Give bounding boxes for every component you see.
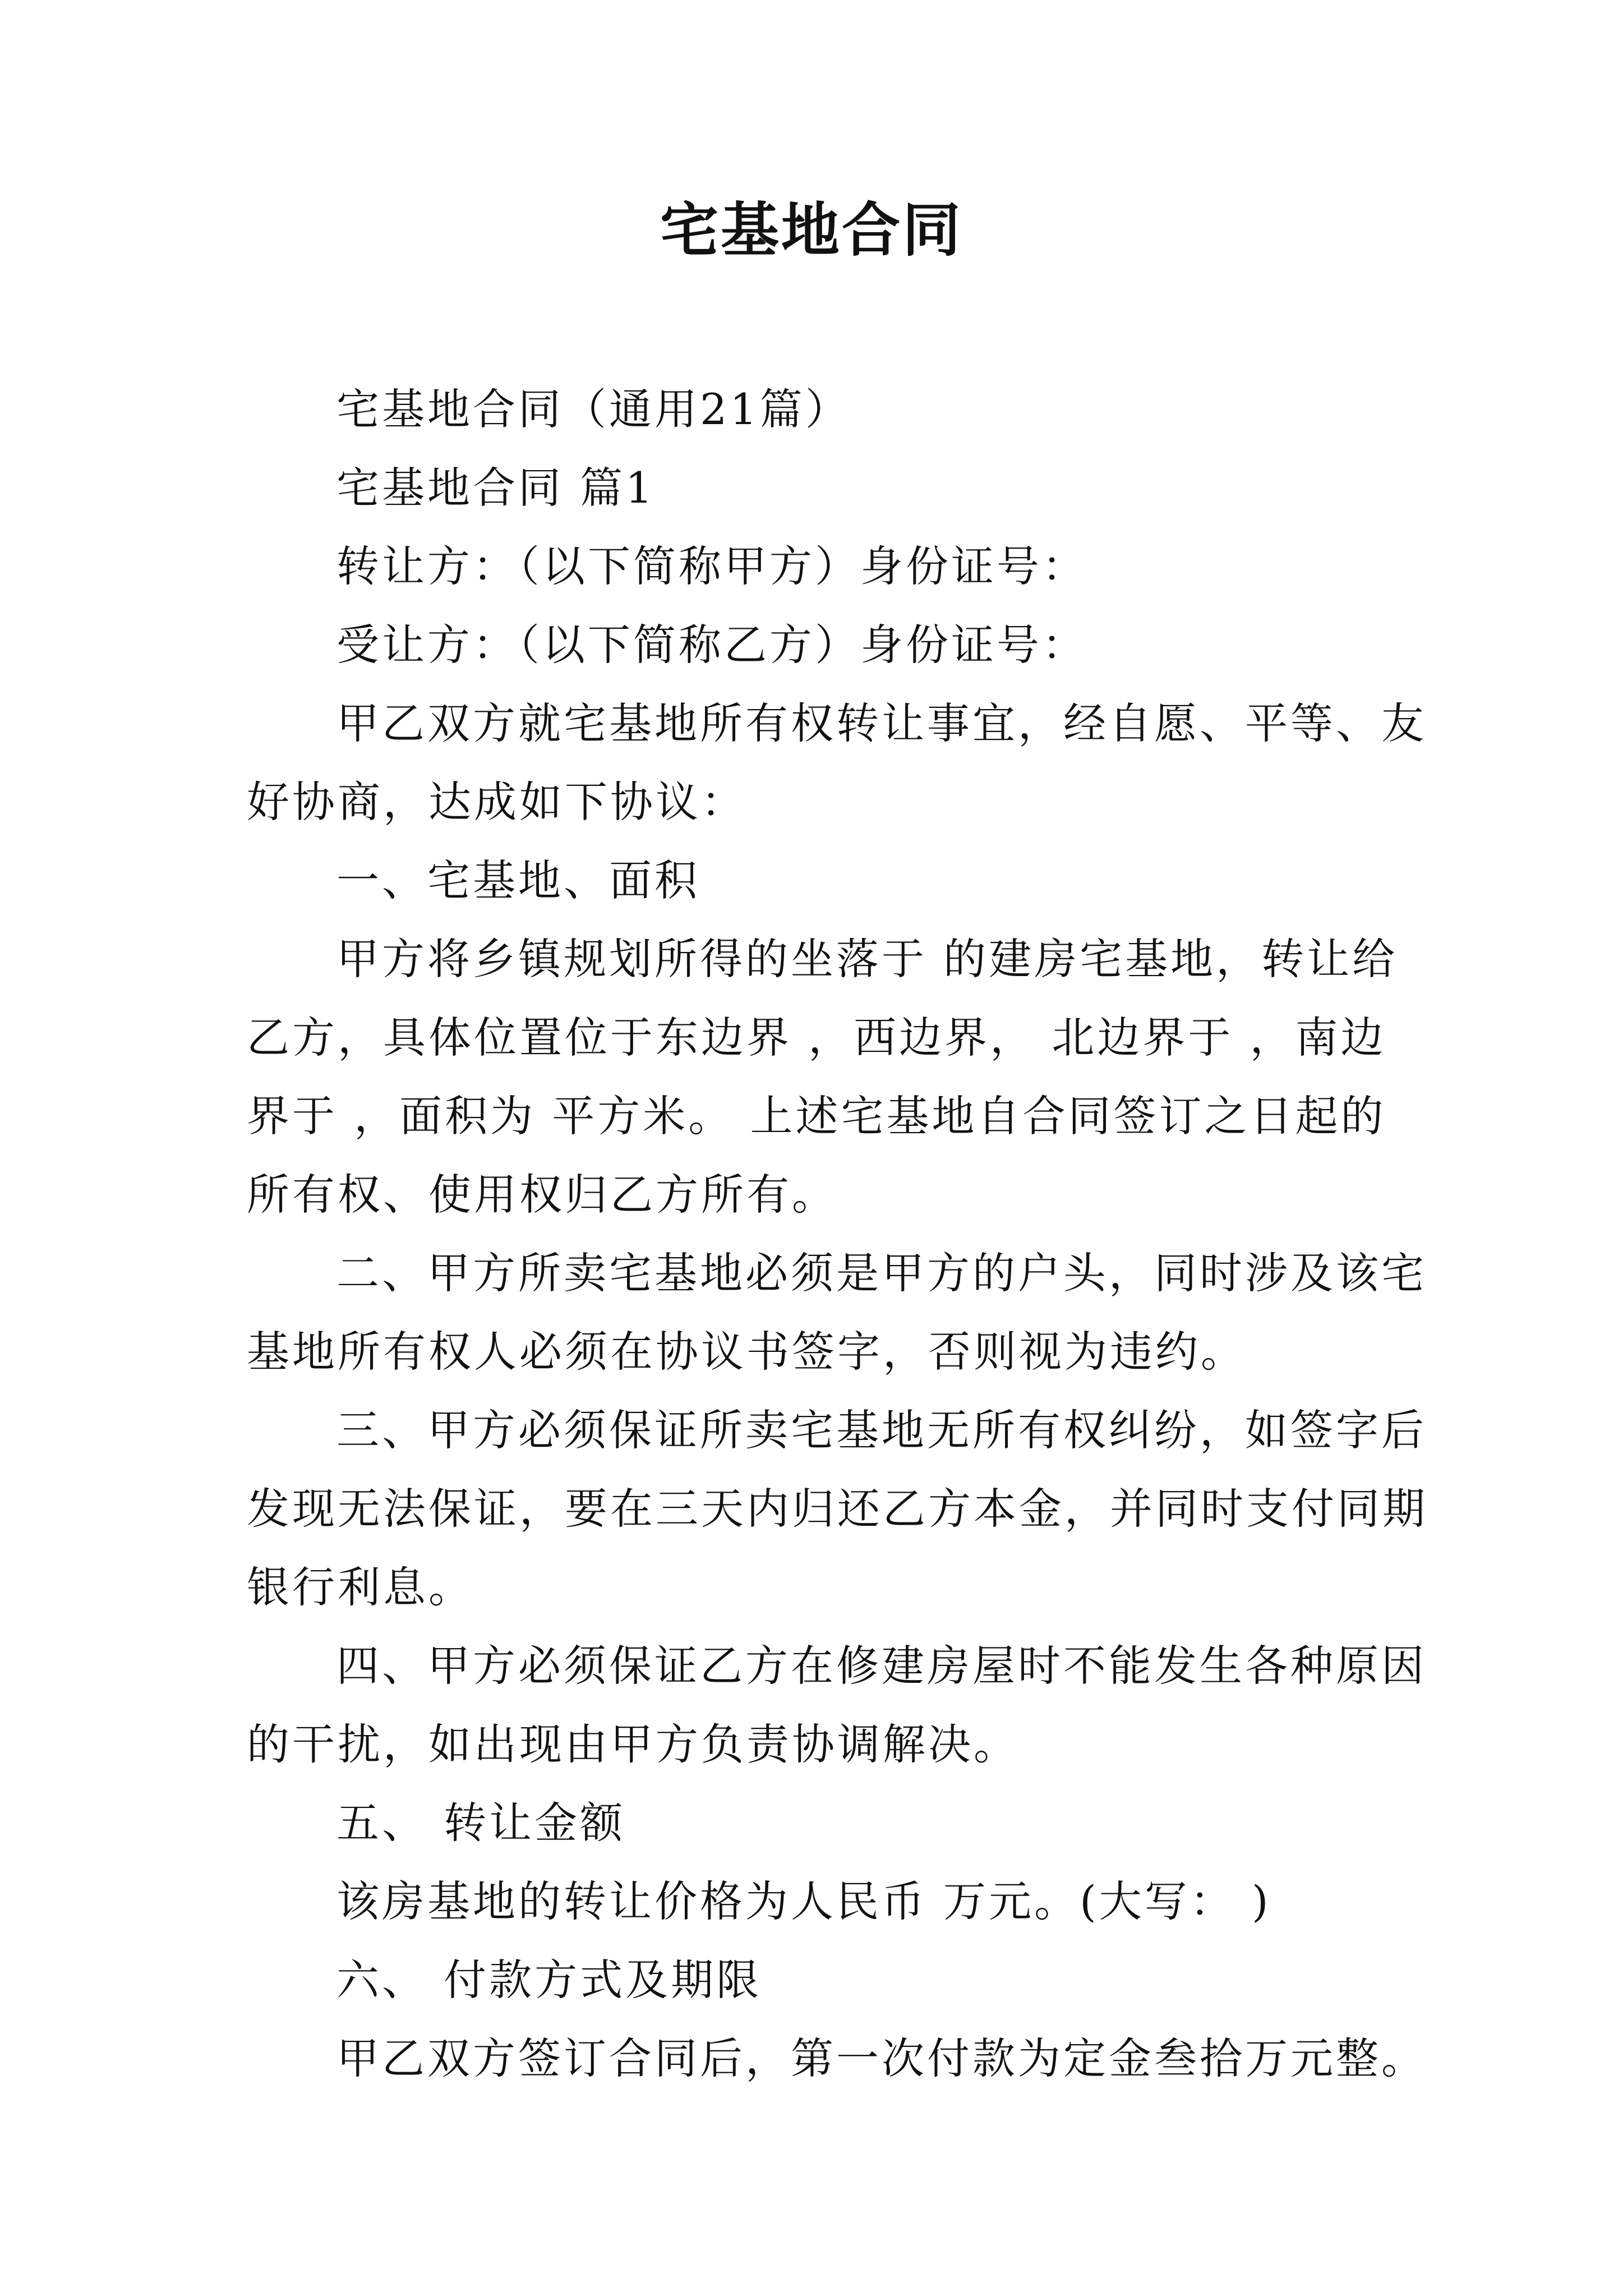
paragraph-line: 宅基地合同 篇1	[336, 463, 656, 513]
paragraph-line: 受让方：（以下简称乙方）身份证号：	[336, 620, 1087, 670]
paragraph-line: 转让方：（以下简称甲方）身份证号：	[336, 541, 1087, 591]
paragraph-line: 该房基地的转让价格为人民币 万元。(大写： )	[336, 1876, 1271, 1926]
paragraph-line: 基地所有权人必须在协议书签字，否则视为违约。	[247, 1327, 1246, 1377]
paragraph-line: 甲乙双方签订合同后，第一次付款为定金叁拾万元整。	[336, 2033, 1427, 2083]
paragraph-line: 六、 付款方式及期限	[336, 1955, 762, 2005]
document-title: 宅基地合同	[660, 195, 963, 264]
paragraph-line: 五、 转让金额	[336, 1798, 626, 1848]
paragraph-line: 甲乙双方就宅基地所有权转让事宜，经自愿、平等、友	[336, 698, 1427, 748]
paragraph-line: 界于 ，面积为 平方米。 上述宅基地自合同签订之日起的	[247, 1091, 1386, 1141]
paragraph-line: 甲方将乡镇规划所得的坐落于 的建房宅基地，转让给	[336, 934, 1398, 984]
paragraph-line: 所有权、使用权归乙方所有。	[247, 1170, 837, 1220]
paragraph-line: 发现无法保证，要在三天内归还乙方本金，并同时支付同期	[247, 1484, 1428, 1534]
document-body	[247, 370, 1428, 2098]
paragraph-line: 银行利息。	[247, 1562, 474, 1612]
paragraph-line: 三、甲方必须保证所卖宅基地无所有权纠纷，如签字后	[336, 1405, 1427, 1455]
paragraph-line: 宅基地合同（通用21篇）	[336, 384, 851, 434]
paragraph-line: 四、甲方必须保证乙方在修建房屋时不能发生各种原因	[336, 1641, 1427, 1691]
paragraph-line: 好协商，达成如下协议：	[247, 777, 746, 827]
paragraph-line: 的干扰，如出现由甲方负责协调解决。	[247, 1719, 1019, 1769]
paragraph-line: 一、宅基地、面积	[336, 855, 700, 905]
paragraph-line: 二、甲方所卖宅基地必须是甲方的户头，同时涉及该宅	[336, 1248, 1427, 1298]
paragraph-line: 乙方，具体位置位于东边界 ，西边界， 北边界于 ，南边	[247, 1013, 1386, 1062]
